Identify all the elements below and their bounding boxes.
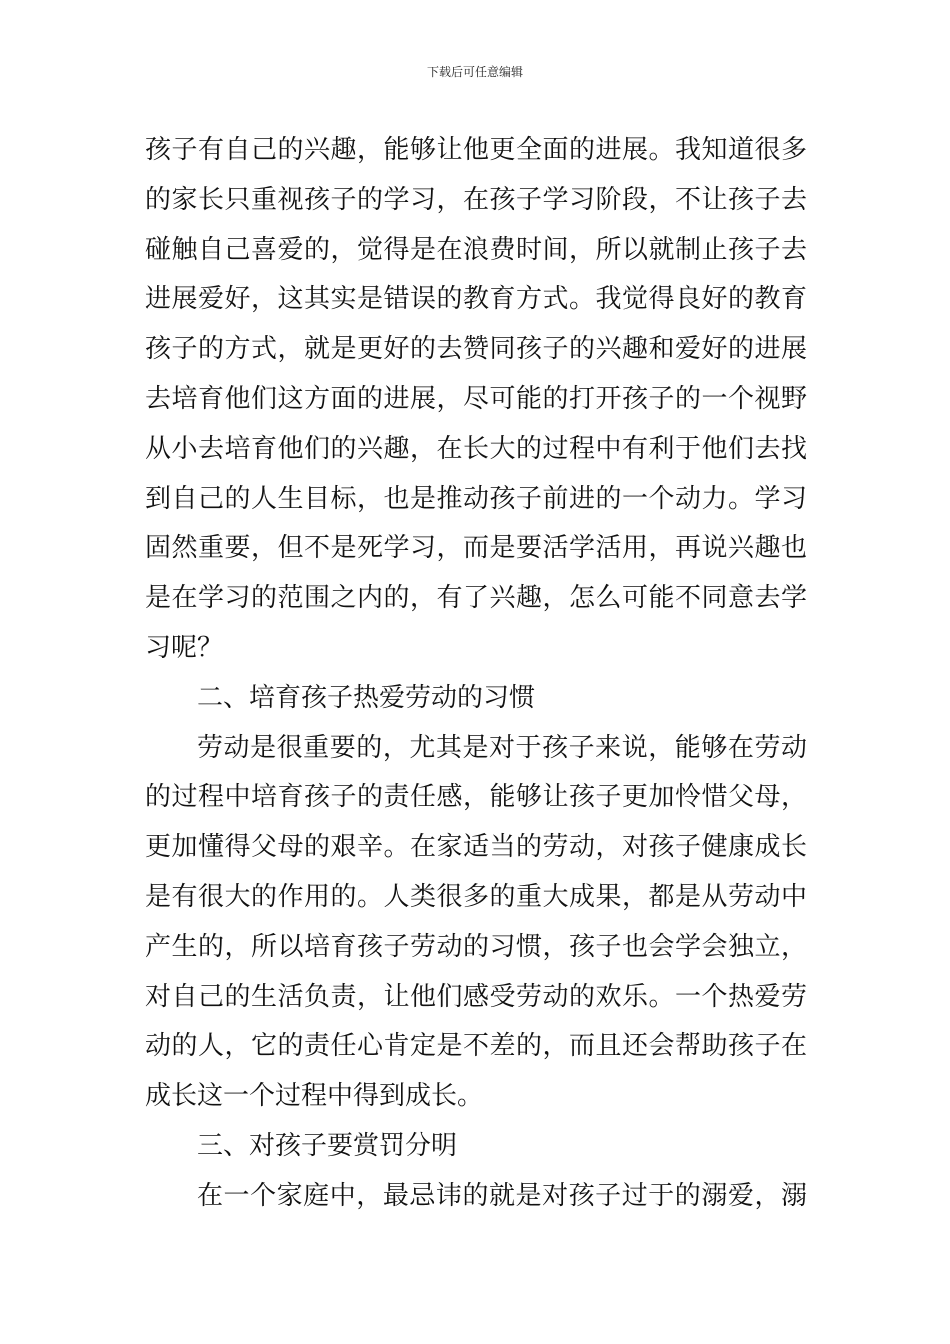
paragraph-line: 是在学习的范围之内的，有了兴趣，怎么可能不同意去学 [145,583,807,614]
paragraph-line: 的家长只重视孩子的学习，在孩子学习阶段，不让孩子去 [145,184,807,215]
paragraph-line: 孩子的方式，就是更好的去赞同孩子的兴趣和爱好的进展 [145,334,807,365]
document-body [145,126,807,1222]
page-header: 下载后可任意编辑 [426,65,523,79]
paragraph-line: 去培育他们这方面的进展，尽可能的打开孩子的一个视野 [145,383,807,414]
paragraph-line: 成长这一个过程中得到成长。 [145,1081,484,1112]
section-heading: 三、对孩子要赏罚分明 [197,1130,458,1161]
paragraph-line: 产生的，所以培育孩子劳动的习惯，孩子也会学会独立， [145,931,807,962]
paragraph-line: 动的人，它的责任心肯定是不差的，而且还会帮助孩子在 [145,1031,807,1062]
paragraph-line: 劳动是很重要的，尤其是对于孩子来说，能够在劳动 [197,732,807,763]
paragraph-line: 孩子有自己的兴趣，能够让他更全面的进展。我知道很多 [145,135,807,165]
paragraph-line: 进展爱好，这其实是错误的教育方式。我觉得良好的教育 [145,284,807,315]
paragraph-line: 对自己的生活负责，让他们感受劳动的欢乐。一个热爱劳 [145,981,807,1012]
paragraph-line: 碰触自己喜爱的，觉得是在浪费时间，所以就制止孩子去 [145,234,807,265]
paragraph-line: 的过程中培育孩子的责任感，能够让孩子更加怜惜父母， [145,782,807,813]
paragraph-line: 固然重要，但不是死学习，而是要活学活用，再说兴趣也 [145,533,807,564]
paragraph-line: 在一个家庭中，最忌讳的就是对孩子过于的溺爱，溺 [197,1180,807,1211]
paragraph-line: 更加懂得父母的艰辛。在家适当的劳动，对孩子健康成长 [145,832,807,863]
paragraph-line: 到自己的人生目标，也是推动孩子前进的一个动力。学习 [145,483,807,514]
section-heading: 二、培育孩子热爱劳动的习惯 [197,682,536,713]
paragraph-line: 是有很大的作用的。人类很多的重大成果，都是从劳动中 [145,881,807,912]
paragraph-line: 习呢？ [145,632,224,663]
paragraph-line: 从小去培育他们的兴趣，在长大的过程中有利于他们去找 [145,433,807,464]
